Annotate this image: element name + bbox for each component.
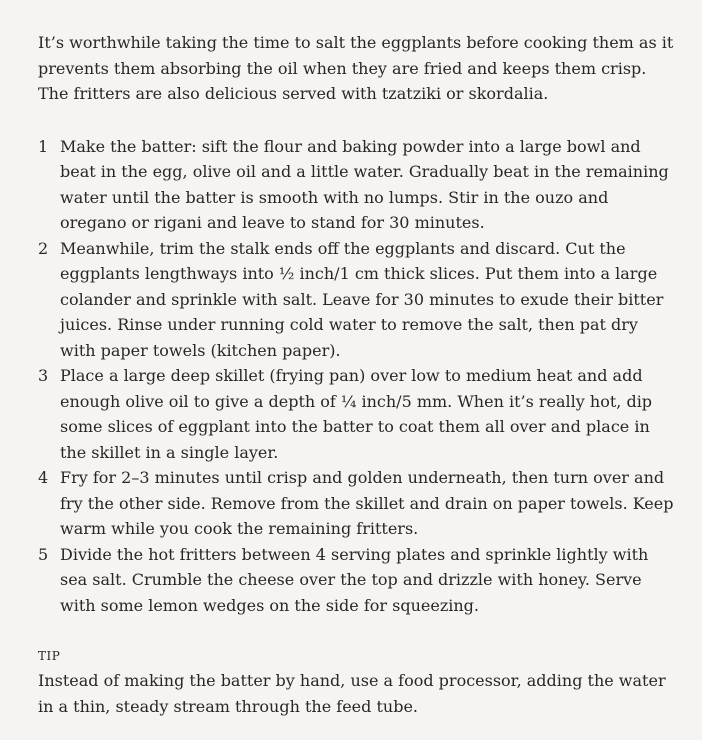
step-number: 3 xyxy=(38,366,49,385)
step-text: Make the batter: sift the flour and baking powder into a large bowl and beat in the egg, olive oil and a little water. Gradually beat in the remaining water until the batter is smooth with no lumps. Stir in the ouzo and oregano or rigani and leave to stand for 30 minutes. xyxy=(60,136,669,232)
tip-label: TIP xyxy=(38,649,61,663)
method-step-1 xyxy=(38,134,678,236)
method-steps xyxy=(38,134,678,619)
method-step-4 xyxy=(38,465,678,542)
step-text: Place a large deep skillet (frying pan) over low to medium heat and add enough olive oil to give a depth of ¼ inch/5 mm. When it’s really hot, dip some slices of eggplant into the batter to coat them all over and place in the skillet in a single layer. xyxy=(60,366,653,462)
step-number: 5 xyxy=(38,544,49,564)
step-number: 4 xyxy=(38,468,49,487)
step-text: Divide the hot fritters between 4 serving plates and sprinkle lightly with sea salt. Crumble the cheese over the top and drizzle with honey. Serve with some lemon wedges on the side for squeezing. xyxy=(60,544,649,615)
step-text: Fry for 2–3 minutes until crisp and golden underneath, then turn over and fry the other side. Remove from the skillet and drain on paper towels. Keep warm while you cook the remaining fritters. xyxy=(60,468,674,538)
intro-paragraph: It’s worthwhile taking the time to salt the eggplants before cooking them as it prevents them absorbing the oil when they are fried and keeps them crisp. The fritters are also delicious served with tzatziki or skordalia. xyxy=(38,33,674,103)
step-number: 2 xyxy=(38,238,49,258)
step-text: Meanwhile, trim the stalk ends off the eggplants and discard. Cut the eggplants lengthways into ½ inch/1 cm thick slices. Put them into a large colander and sprinkle with salt. Leave for 30 minutes to exude their bitter juices. Rinse under running cold water to remove the salt, then pat dry with paper towels (kitchen paper). xyxy=(60,238,664,360)
tip-text: Instead of making the batter by hand, use a food processor, adding the water in a thin, steady stream through the feed tube. xyxy=(38,671,666,716)
step-number: 1 xyxy=(38,136,49,156)
method-step-2 xyxy=(38,236,678,364)
recipe-page xyxy=(38,30,678,719)
method-step-3 xyxy=(38,363,678,465)
method-step-5 xyxy=(38,542,678,619)
